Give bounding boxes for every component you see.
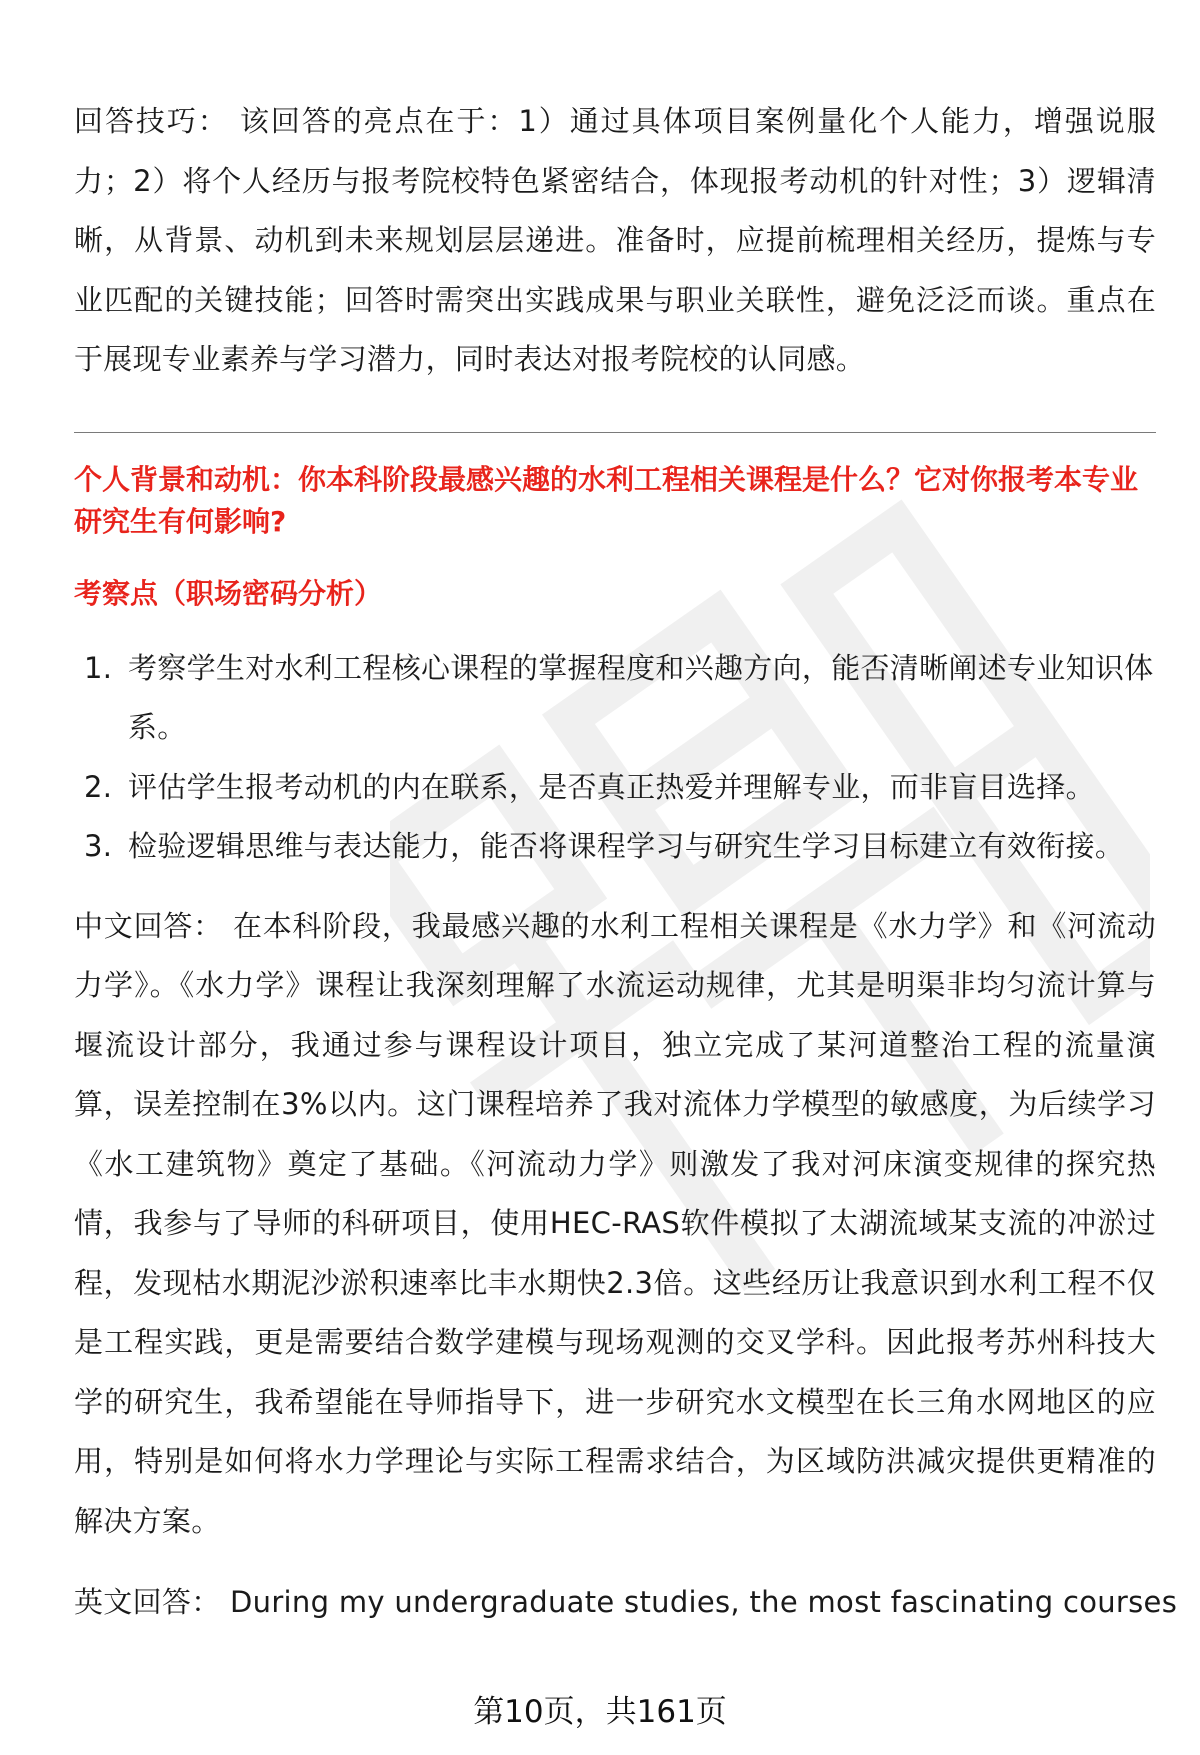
list-item-number: 2. bbox=[84, 769, 113, 804]
list-item-number: 3. bbox=[84, 829, 113, 863]
list-item bbox=[74, 758, 1156, 818]
list-item-text: 考察学生对水利工程核心课程的掌握程度和兴趣方向，能否清晰阐述专业知识体系。 bbox=[128, 650, 1154, 744]
list-item-text: 检验逻辑思维与表达能力，能否将课程学习与研究生学习目标建立有效衔接。 bbox=[128, 829, 1125, 863]
assessment-points-heading: 考察点（职场密码分析） bbox=[74, 576, 383, 610]
section-divider bbox=[74, 432, 1156, 433]
list-item-number: 1. bbox=[84, 650, 113, 685]
answer-tips-paragraph: 回答技巧： 该回答的亮点在于：1）通过具体项目案例量化个人能力，增强说服力；2）将个人经历与报考院校特色紧密结合，体现报考动机的针对性；3）逻辑清晰，从背景、动机到未来规划层层递进。准备时，应提前梳理相关经历，提炼与专业匹配的关键技能；回答时需突出实践成果与职业关联性，避免泛泛而谈。重点在于展现专业素养与学习潜力，同时表达对报考院校的认同感。 bbox=[74, 104, 1156, 376]
list-item-text: 评估学生报考动机的内在联系，是否真正热爱并理解专业，而非盲目选择。 bbox=[128, 769, 1095, 804]
question-title: 个人背景和动机：你本科阶段最感兴趣的水利工程相关课程是什么？它对你报考本专业研究生有何影响? bbox=[74, 462, 1139, 538]
list-item bbox=[74, 817, 1156, 877]
document-page bbox=[74, 92, 1178, 1633]
assessment-points-list bbox=[74, 639, 1156, 877]
page-number-footer: 第10页，共161页 bbox=[473, 1694, 727, 1730]
english-answer-paragraph: 英文回答： During my undergraduate studies, the most fascinating courses bbox=[74, 1585, 1178, 1619]
chinese-answer-paragraph: 中文回答： 在本科阶段，我最感兴趣的水利工程相关课程是《水力学》和《河流动力学》。《水力学》课程让我深刻理解了水流运动规律，尤其是明渠非均匀流计算与堰流设计部分，我通过参与课程设计项目，独立完成了某河道整治工程的流量演算，误差控制在3%以内。这门课程培养了我对流体力学模型的敏感度，为后续学习《水工建筑物》奠定了基础。《河流动力学》则激发了我对河床演变规律的探究热情，我参与了导师的科研项目，使用HEC-RAS软件模拟了太湖流域某支流的冲淤过程，发现枯水期泥沙淤积速率比丰水期快2.3倍。这些经历让我意识到水利工程不仅是工程实践，更是需要结合数学建模与现场观测的交叉学科。因此报考苏州科技大学的研究生，我希望能在导师指导下，进一步研究水文模型在长三角水网地区的应用，特别是如何将水力学理论与实际工程需求结合，为区域防洪减灾提供更精准的解决方案。 bbox=[74, 908, 1156, 1538]
list-item bbox=[74, 639, 1156, 758]
